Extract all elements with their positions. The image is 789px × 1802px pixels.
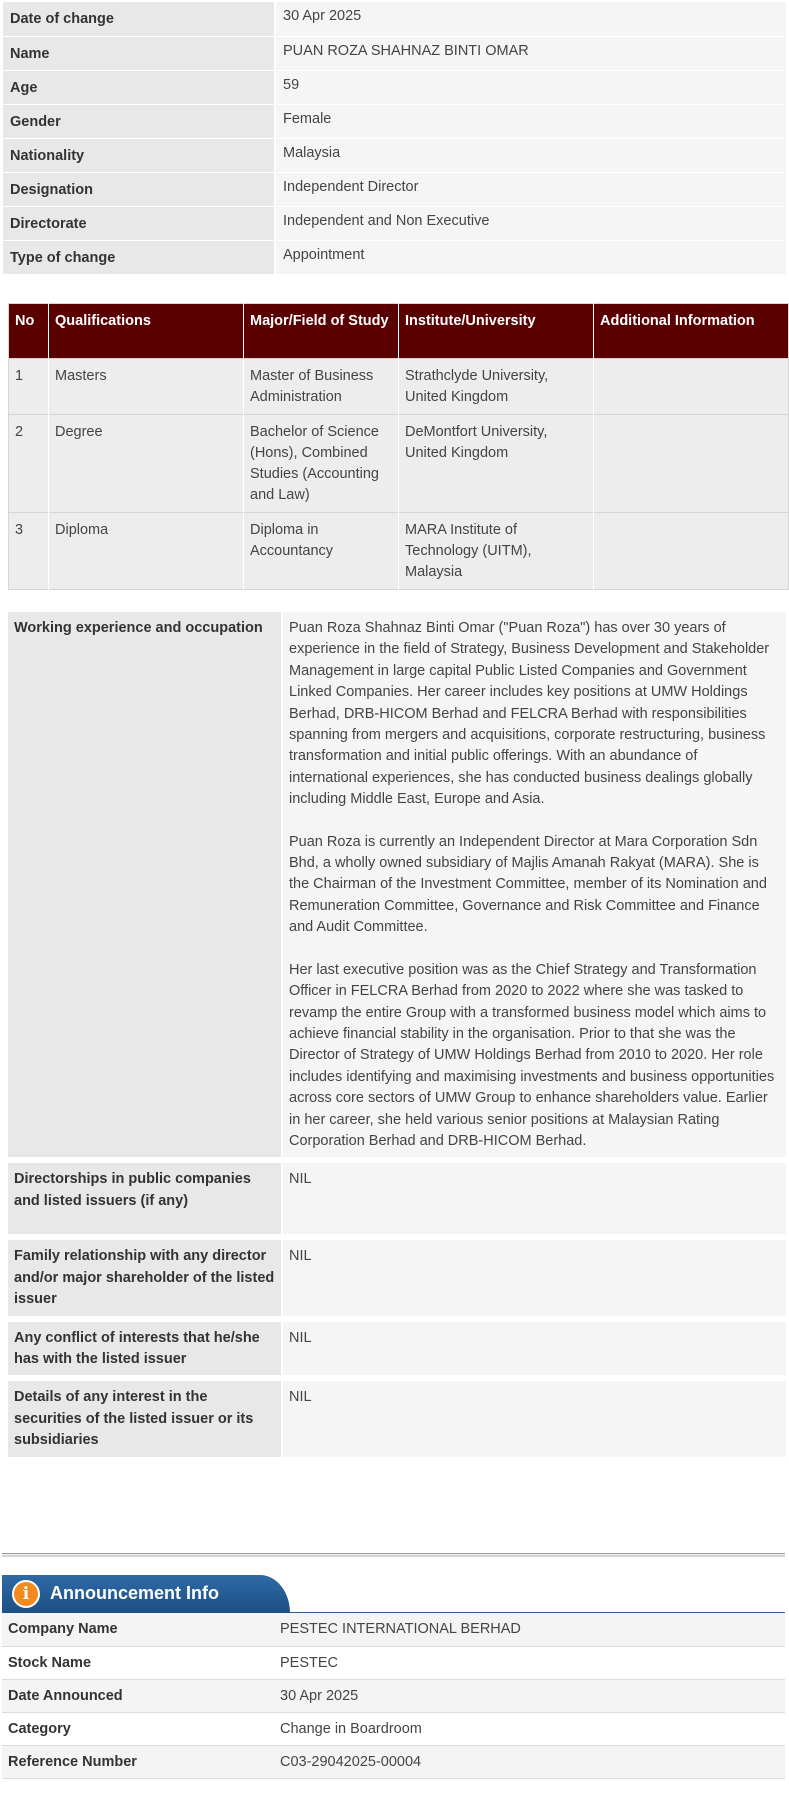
conflict-of-interest-label: Any conflict of interests that he/she has with the listed issuer <box>8 1319 282 1379</box>
change-row <box>3 36 786 70</box>
change-value: Independent Director <box>275 172 786 206</box>
reference-number-value: C03-29042025-00004 <box>274 1745 785 1778</box>
cell-institute: Strathclyde University, United Kingdom <box>399 359 594 415</box>
change-row <box>3 104 786 138</box>
change-label: Age <box>3 70 275 104</box>
company-name-value: PESTEC INTERNATIONAL BERHAD <box>274 1613 785 1646</box>
change-row <box>3 240 786 274</box>
date-announced-label: Date Announced <box>2 1679 274 1712</box>
qualifications-table <box>8 303 789 590</box>
announcement-row <box>2 1712 785 1745</box>
experience-row <box>8 612 786 1160</box>
cell-major: Bachelor of Science (Hons), Combined Studies (Accounting and Law) <box>244 415 399 513</box>
change-details-table <box>3 2 786 275</box>
stock-name-value: PESTEC <box>274 1646 785 1679</box>
conflict-of-interest-row <box>8 1319 786 1379</box>
conflict-of-interest-value: NIL <box>282 1319 786 1379</box>
change-value: PUAN ROZA SHAHNAZ BINTI OMAR <box>275 36 786 70</box>
cell-additional-info <box>594 513 789 590</box>
change-label: Designation <box>3 172 275 206</box>
cell-no: 3 <box>9 513 49 590</box>
category-label: Category <box>2 1712 274 1745</box>
date-announced-value: 30 Apr 2025 <box>274 1679 785 1712</box>
directorships-value: NIL <box>282 1160 786 1237</box>
directorships-row <box>8 1160 786 1237</box>
change-row <box>3 2 786 36</box>
cell-qualification: Degree <box>49 415 244 513</box>
announcement-info-table <box>2 1613 785 1779</box>
change-row <box>3 172 786 206</box>
change-label: Date of change <box>3 2 275 36</box>
change-value: Appointment <box>275 240 786 274</box>
cell-no: 2 <box>9 415 49 513</box>
family-relationship-label: Family relationship with any director and/or major shareholder of the listed issuer <box>8 1237 282 1318</box>
experience-paragraph: Her last executive position was as the Chief Strategy and Transformation Officer in FELCRA Berhad from 2020 to 2022 where she was tasked to revamp the entire Group with a transformed business model which aims to achieve financial stability in the organisation. Prior to that she was the Director of Strategy of UMW Holdings Berhad from 2010 to 2020. Her role includes identifying and maximising investments and business opportunities across core sectors of UMW Group to enhance shareholders value. Earlier in her career, she held various senior positions at Malaysian Rating Corporation Berhad and DRB-HICOM Berhad. <box>289 961 775 1149</box>
cell-institute: MARA Institute of Technology (UITM), Malaysia <box>399 513 594 590</box>
family-relationship-row <box>8 1237 786 1318</box>
experience-paragraph: Puan Roza Shahnaz Binti Omar ("Puan Roza") has over 30 years of experience in the field of Strategy, Business Development and Stakeholder Management in large capital Public Listed Companies and Government Linked Companies. Her career includes key positions at UMW Holdings Berhad, DRB-HICOM Berhad and FELCRA Berhad with responsibilities spanning from mergers and acquisitions, corporate restructuring, business transformation and initial public offerings. With an abundance of international experiences, she has conducted business dealings globally including Middle East, Europe and Asia. <box>289 620 770 808</box>
cell-no: 1 <box>9 359 49 415</box>
company-name-label: Company Name <box>2 1613 274 1646</box>
table-row <box>9 415 789 513</box>
table-row <box>9 513 789 590</box>
change-label: Gender <box>3 104 275 138</box>
category-value: Change in Boardroom <box>274 1712 785 1745</box>
reference-number-label: Reference Number <box>2 1745 274 1778</box>
col-header-no: No <box>9 304 49 359</box>
change-row <box>3 138 786 172</box>
announcement-row <box>2 1613 785 1646</box>
cell-major: Diploma in Accountancy <box>244 513 399 590</box>
experience-paragraph: Puan Roza is currently an Independent Director at Mara Corporation Sdn Bhd, a wholly owned subsidiary of Majlis Amanah Rakyat (MARA). She is the Chairman of the Investment Committee, member of its Nomination and Remuneration Committee, Governance and Risk Committee and Finance and Audit Committee. <box>289 833 767 936</box>
change-label: Nationality <box>3 138 275 172</box>
change-value: Malaysia <box>275 138 786 172</box>
securities-interest-label: Details of any interest in the securities of the listed issuer or its subsidiaries <box>8 1378 282 1459</box>
announcement-info-tab <box>2 1575 290 1613</box>
working-experience-value <box>282 612 786 1160</box>
securities-interest-row <box>8 1378 786 1459</box>
cell-additional-info <box>594 359 789 415</box>
cell-additional-info <box>594 415 789 513</box>
change-label: Type of change <box>3 240 275 274</box>
securities-interest-value: NIL <box>282 1378 786 1459</box>
col-header-additional-info: Additional Information <box>594 304 789 359</box>
col-header-major: Major/Field of Study <box>244 304 399 359</box>
change-value: 30 Apr 2025 <box>275 2 786 36</box>
section-divider <box>2 1553 785 1557</box>
cell-qualification: Masters <box>49 359 244 415</box>
change-value: 59 <box>275 70 786 104</box>
cell-major: Master of Business Administration <box>244 359 399 415</box>
change-label: Directorate <box>3 206 275 240</box>
col-header-institute: Institute/University <box>399 304 594 359</box>
directorships-label: Directorships in public companies and listed issuers (if any) <box>8 1160 282 1237</box>
change-row <box>3 70 786 104</box>
change-value: Independent and Non Executive <box>275 206 786 240</box>
info-icon: i <box>12 1580 40 1608</box>
working-experience-label: Working experience and occupation <box>8 612 282 1160</box>
cell-institute: DeMontfort University, United Kingdom <box>399 415 594 513</box>
table-row <box>9 359 789 415</box>
cell-qualification: Diploma <box>49 513 244 590</box>
col-header-qualifications: Qualifications <box>49 304 244 359</box>
announcement-row <box>2 1745 785 1778</box>
announcement-row <box>2 1646 785 1679</box>
change-row <box>3 206 786 240</box>
change-value: Female <box>275 104 786 138</box>
experience-table <box>8 612 786 1463</box>
change-label: Name <box>3 36 275 70</box>
announcement-info-header <box>2 1575 785 1613</box>
announcement-row <box>2 1679 785 1712</box>
announcement-info-title: Announcement Info <box>50 1583 219 1603</box>
stock-name-label: Stock Name <box>2 1646 274 1679</box>
family-relationship-value: NIL <box>282 1237 786 1318</box>
qualifications-header-row <box>9 304 789 359</box>
